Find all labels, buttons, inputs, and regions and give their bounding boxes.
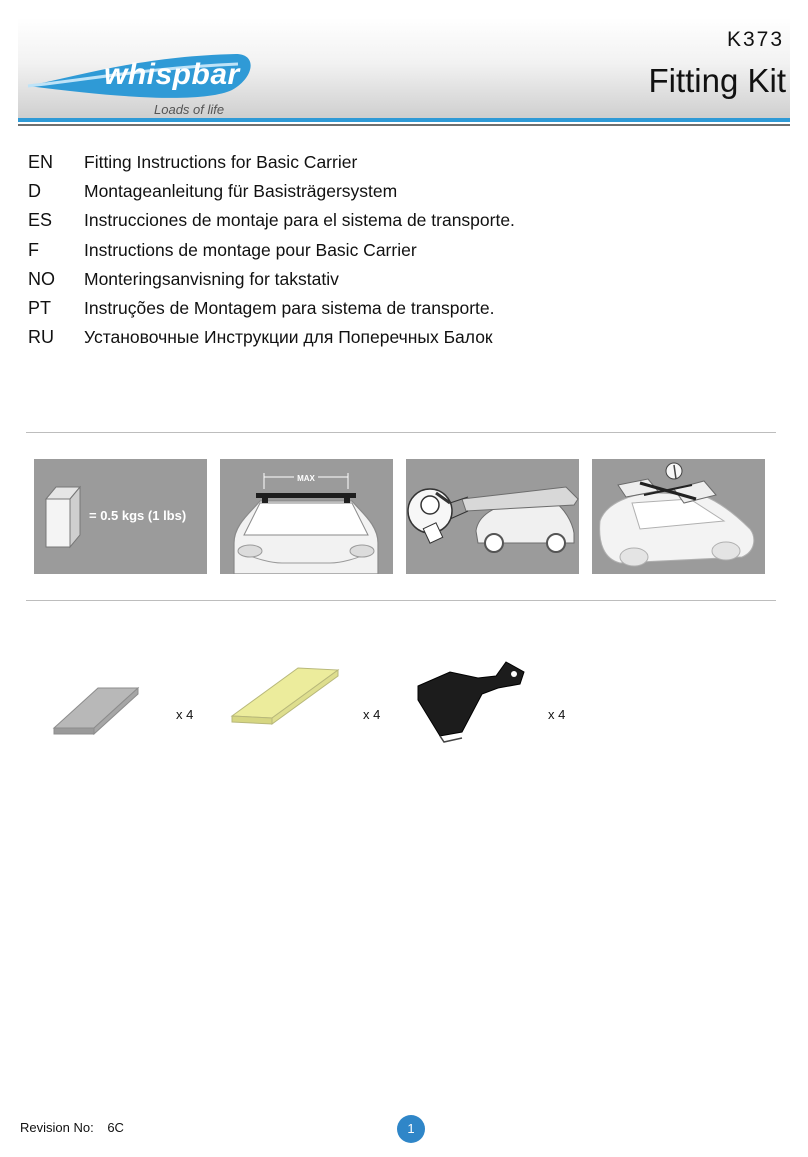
part-item: [40, 650, 150, 755]
revision-value: 6C: [107, 1120, 124, 1135]
language-title: Monteringsanvisning for takstativ: [84, 268, 339, 289]
language-code: EN: [28, 152, 54, 173]
max-label: MAX: [297, 474, 315, 483]
language-code: NO: [28, 268, 55, 289]
parts-list: [40, 650, 600, 760]
illustration-panels: [34, 459, 765, 574]
part-item: [228, 650, 348, 755]
part-quantity: x 4: [176, 707, 194, 722]
part-quantity: x 4: [548, 707, 566, 722]
gray-pad-icon: [40, 650, 150, 750]
language-row: [28, 236, 768, 265]
language-code: PT: [28, 298, 52, 319]
language-row: [28, 323, 768, 352]
language-row: [28, 148, 768, 177]
yellow-pad-icon: [228, 650, 348, 750]
logo-tagline: Loads of life: [154, 102, 225, 117]
weight-panel: [34, 459, 207, 574]
car-roof-pads-icon: [592, 459, 765, 574]
language-list: [28, 148, 768, 352]
tape-measure-icon: [406, 459, 579, 574]
language-row: [28, 177, 768, 206]
revision-info: [20, 1120, 134, 1135]
revision-label: Revision No:: [20, 1120, 94, 1135]
black-bracket-icon: [410, 650, 540, 750]
whispbar-logo: [26, 34, 266, 124]
language-title: Instrucciones de montaje para el sistema de transporte.: [84, 210, 515, 231]
page-header: [18, 18, 790, 128]
language-code: F: [28, 239, 39, 260]
part-quantity: x 4: [363, 707, 381, 722]
document-title: Fitting Kit: [648, 62, 786, 99]
language-row: [28, 265, 768, 294]
language-row: [28, 294, 768, 323]
language-title: Instructions de montage pour Basic Carrier: [84, 239, 417, 260]
install-panel: [592, 459, 765, 574]
max-width-panel: [220, 459, 393, 574]
section-divider-bottom: [26, 600, 776, 601]
part-item: [410, 650, 540, 755]
language-code: D: [28, 181, 41, 202]
weight-label: = 0.5 kgs (1 lbs): [89, 508, 187, 523]
language-title: Установочные Инструкции для Поперечных Балок: [84, 327, 493, 348]
language-code: ES: [28, 210, 53, 231]
language-title: Fitting Instructions for Basic Carrier: [84, 152, 358, 173]
logo-wordmark: whispbar: [104, 58, 240, 91]
language-title: Instruções de Montagem para sistema de transporte.: [84, 298, 495, 319]
measure-panel: [406, 459, 579, 574]
language-title: Montageanleitung für Basisträgersystem: [84, 181, 398, 202]
car-front-icon: [220, 459, 393, 574]
page-number-badge: 1: [397, 1115, 425, 1143]
section-divider-top: [26, 432, 776, 433]
product-code: K373: [726, 28, 784, 51]
header-divider: [18, 124, 790, 126]
language-row: [28, 206, 768, 235]
language-code: RU: [28, 327, 54, 348]
